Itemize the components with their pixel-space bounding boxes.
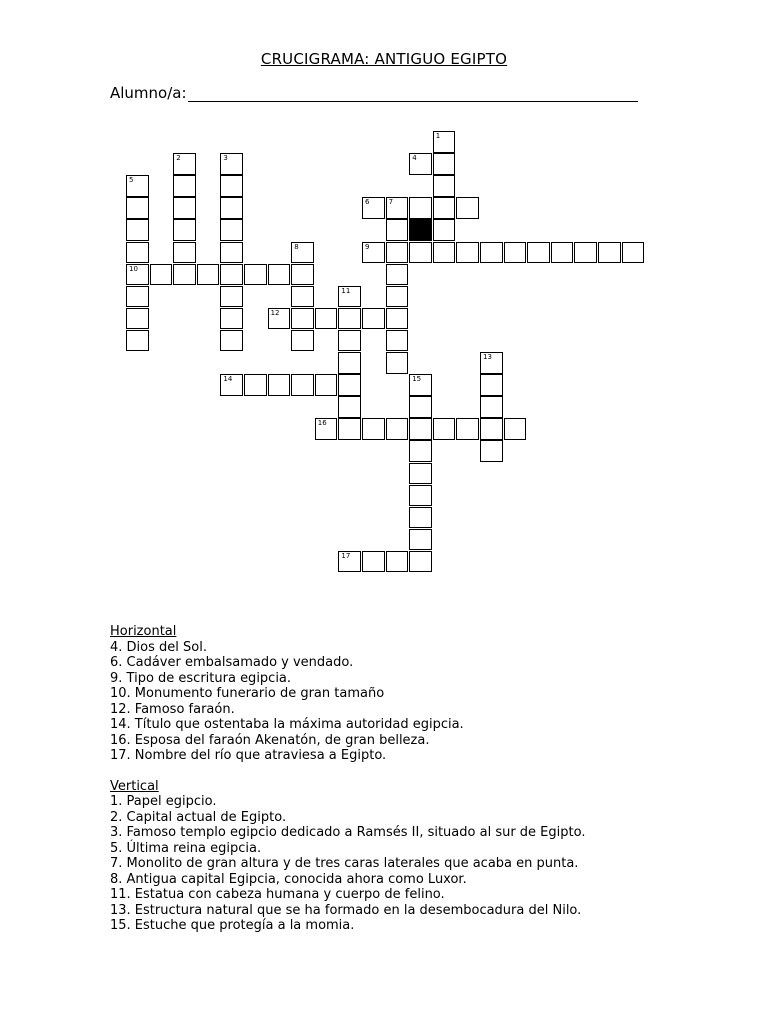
- crossword-cell[interactable]: [386, 418, 409, 440]
- crossword-cell[interactable]: [126, 286, 149, 308]
- vertical-clue: 11. Estatua con cabeza humana y cuerpo de felino.: [110, 887, 445, 902]
- horizontal-clue: 14. Título que ostentaba la máxima autoridad egipcia.: [110, 717, 464, 732]
- vertical-clue: 5. Última reina egipcia.: [110, 840, 262, 856]
- crossword-cell[interactable]: [338, 352, 361, 374]
- crossword-cell[interactable]: [173, 219, 196, 241]
- crossword-cell[interactable]: [386, 197, 409, 219]
- clues-section: [110, 624, 585, 934]
- crossword-cell[interactable]: [126, 264, 149, 286]
- crossword-cell[interactable]: [386, 264, 409, 286]
- crossword-cell[interactable]: [220, 308, 243, 330]
- horizontal-clue: 16. Esposa del faraón Akenatón, de gran belleza.: [110, 732, 430, 748]
- crossword-cell[interactable]: [268, 374, 291, 396]
- clue-number: 10: [129, 264, 138, 273]
- clue-number: 15: [412, 375, 422, 384]
- crossword-cell[interactable]: [220, 175, 243, 197]
- crossword-cell[interactable]: [126, 308, 149, 330]
- crossword-cell[interactable]: [409, 242, 432, 264]
- crossword-cell[interactable]: [409, 485, 432, 507]
- crossword-cell[interactable]: [338, 396, 361, 418]
- crossword-cell[interactable]: [126, 197, 149, 219]
- crossword-cell[interactable]: [268, 264, 291, 286]
- clue-number: 14: [223, 375, 233, 384]
- horizontal-clues-list: [110, 640, 585, 764]
- clue-number: 9: [365, 242, 370, 251]
- horizontal-clue: 12. Famoso faraón.: [110, 701, 235, 717]
- crossword-cell[interactable]: [433, 242, 456, 264]
- crossword-cell[interactable]: [338, 551, 361, 573]
- clue-number: 3: [223, 154, 228, 163]
- crossword-cell[interactable]: [244, 374, 267, 396]
- crossword-cell[interactable]: [456, 242, 479, 264]
- crossword-cell[interactable]: [338, 330, 361, 352]
- crossword-cell[interactable]: [291, 308, 314, 330]
- crossword-cell[interactable]: [574, 242, 597, 264]
- crossword-cell[interactable]: [291, 242, 314, 264]
- crossword-cell[interactable]: [409, 440, 432, 462]
- clue-number: 7: [388, 198, 394, 207]
- crossword-cell[interactable]: [409, 551, 432, 573]
- vertical-clue: 2. Capital actual de Egipto.: [110, 809, 287, 825]
- crossword-cell[interactable]: [480, 418, 503, 440]
- crossword-cell[interactable]: [433, 197, 456, 219]
- crossword-cell[interactable]: [386, 308, 409, 330]
- horizontal-clues-heading: Horizontal: [110, 624, 177, 639]
- crossword-cell[interactable]: [480, 352, 503, 374]
- crossword-cell[interactable]: [409, 418, 432, 440]
- crossword-cell[interactable]: [126, 242, 149, 264]
- clue-number: 13: [483, 353, 492, 361]
- crossword-cell[interactable]: [480, 396, 503, 418]
- crossword-cell[interactable]: [598, 242, 621, 264]
- crossword-cell[interactable]: [173, 242, 196, 264]
- crossword-cell[interactable]: [456, 418, 479, 440]
- crossword-cell[interactable]: [480, 440, 503, 462]
- crossword-cell[interactable]: [220, 330, 243, 352]
- crossword-cell[interactable]: [386, 219, 409, 241]
- clue-number: 11: [341, 286, 351, 295]
- crossword-cell[interactable]: [150, 264, 173, 286]
- crossword-cell[interactable]: [409, 507, 432, 529]
- crossword-black-cell: [409, 219, 432, 241]
- crossword-cell[interactable]: [126, 219, 149, 241]
- crossword-cell[interactable]: [291, 374, 314, 396]
- crossword-cell[interactable]: [315, 374, 338, 396]
- crossword-cell[interactable]: [268, 308, 291, 330]
- crossword-cell[interactable]: [622, 242, 645, 264]
- vertical-clues-heading: Vertical: [110, 778, 159, 794]
- vertical-clue: 8. Antigua capital Egipcia, conocida ahora como Luxor.: [110, 871, 467, 887]
- student-label: Alumno/a:: [110, 84, 187, 102]
- clue-number: 5: [129, 176, 134, 185]
- crossword-cell[interactable]: [338, 418, 361, 440]
- crossword-cell[interactable]: [126, 175, 149, 197]
- vertical-clue: 15. Estuche que protegía a la momia.: [110, 918, 355, 933]
- crossword-cell[interactable]: [362, 551, 385, 573]
- crossword-cell[interactable]: [433, 131, 456, 153]
- crossword-cell[interactable]: [551, 242, 574, 264]
- vertical-clue: 13. Estructura natural que se ha formado en la desembocadura del Nilo.: [110, 902, 582, 918]
- clue-number: 1: [435, 132, 441, 140]
- crossword-cell[interactable]: [409, 197, 432, 219]
- crossword-cell[interactable]: [173, 264, 196, 286]
- crossword-cell[interactable]: [220, 153, 243, 175]
- crossword-cell[interactable]: [220, 242, 243, 264]
- vertical-clue: 1. Papel egipcio.: [110, 794, 217, 809]
- crossword-cell[interactable]: [173, 175, 196, 197]
- horizontal-clue: 4. Dios del Sol.: [110, 639, 207, 655]
- crossword-cell[interactable]: [220, 286, 243, 308]
- crossword-cell[interactable]: [315, 418, 338, 440]
- crossword-cell[interactable]: [291, 264, 314, 286]
- crossword-cell[interactable]: [173, 153, 196, 175]
- crossword-cell[interactable]: [409, 463, 432, 485]
- clue-number: 12: [270, 308, 280, 317]
- clue-number: 2: [176, 154, 181, 163]
- horizontal-clue: 10. Monumento funerario de gran tamaño: [110, 686, 385, 701]
- crossword-cell[interactable]: [504, 242, 527, 264]
- crossword-cell[interactable]: [386, 330, 409, 352]
- crossword-cell[interactable]: [386, 551, 409, 573]
- crossword-cell[interactable]: [362, 308, 385, 330]
- crossword-cell[interactable]: [291, 286, 314, 308]
- clue-number: 8: [294, 242, 299, 251]
- crossword-cell[interactable]: [386, 242, 409, 264]
- horizontal-clue: 17. Nombre del río que atraviesa a Egipto.: [110, 748, 387, 763]
- crossword-cell[interactable]: [386, 352, 409, 374]
- crossword-cell[interactable]: [433, 175, 456, 197]
- crossword-cell[interactable]: [504, 418, 527, 440]
- crossword-cell[interactable]: [315, 308, 338, 330]
- crossword-cell[interactable]: [291, 330, 314, 352]
- horizontal-clue: 6. Cadáver embalsamado y vendado.: [110, 655, 354, 670]
- crossword-cell[interactable]: [197, 264, 220, 286]
- crossword-cell[interactable]: [362, 197, 385, 219]
- horizontal-clue: 9. Tipo de escritura egipcia.: [110, 670, 292, 686]
- page-title: CRUCIGRAMA: ANTIGUO EGIPTO: [260, 50, 508, 68]
- clue-number: 6: [365, 198, 370, 207]
- crossword-cell[interactable]: [409, 153, 432, 175]
- crossword-cell[interactable]: [173, 197, 196, 219]
- crossword-cell[interactable]: [338, 374, 361, 396]
- vertical-clue: 7. Monolito de gran altura y de tres caras laterales que acaba en punta.: [110, 856, 579, 871]
- crossword-cell[interactable]: [220, 197, 243, 219]
- crossword-cell[interactable]: [480, 242, 503, 264]
- crossword-cell[interactable]: [386, 286, 409, 308]
- crossword-cell[interactable]: [456, 197, 479, 219]
- crossword-cell[interactable]: [409, 529, 432, 551]
- crossword-cell[interactable]: [220, 219, 243, 241]
- clue-number: 17: [341, 551, 351, 560]
- crossword-cell[interactable]: [338, 286, 361, 308]
- vertical-clue: 3. Famoso templo egipcio dedicado a Ramsés II, situado al sur de Egipto.: [110, 825, 586, 840]
- clue-number: 4: [412, 154, 417, 163]
- crossword-cell[interactable]: [433, 219, 456, 241]
- crossword-cell[interactable]: [220, 264, 243, 286]
- crossword-cell[interactable]: [527, 242, 550, 264]
- vertical-clues-list: [110, 794, 585, 934]
- crossword-cell[interactable]: [480, 374, 503, 396]
- crossword-cell[interactable]: [409, 396, 432, 418]
- crossword-cell[interactable]: [433, 153, 456, 175]
- crossword-cell[interactable]: [244, 264, 267, 286]
- crossword-cell[interactable]: [362, 418, 385, 440]
- clue-number: 16: [317, 419, 327, 428]
- crossword-cell[interactable]: [433, 418, 456, 440]
- crossword-cell[interactable]: [126, 330, 149, 352]
- crossword-cell[interactable]: [362, 242, 385, 264]
- crossword-cell[interactable]: [338, 308, 361, 330]
- crossword-cell[interactable]: [409, 374, 432, 396]
- crossword-cell[interactable]: [220, 374, 243, 396]
